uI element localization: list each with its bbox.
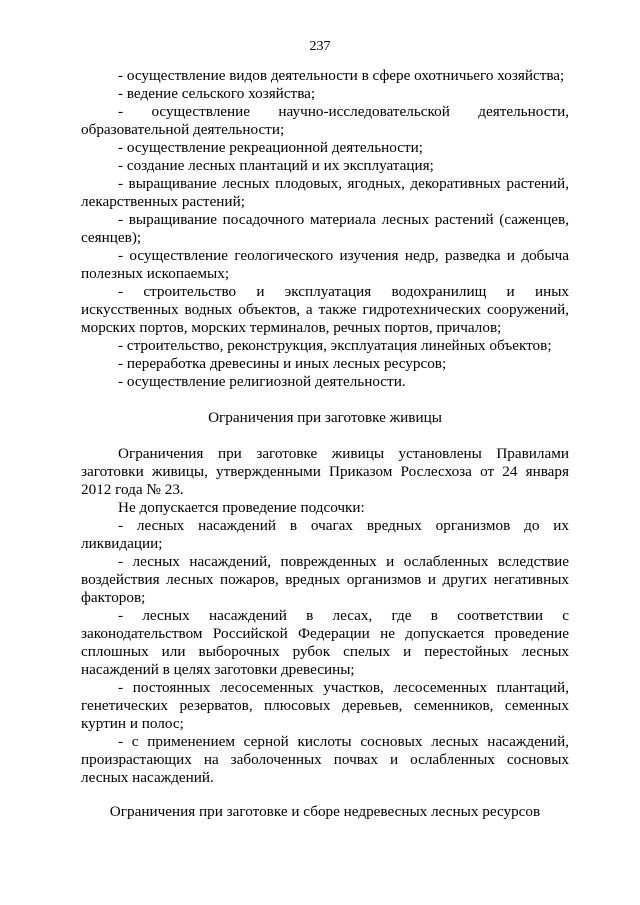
tapping-restrictions-list xyxy=(81,517,569,787)
section-heading: Ограничения при заготовке и сборе недревесных лесных ресурсов xyxy=(109,803,541,820)
list-item: - лесных насаждений в лесах, где в соответствии с законодательством Российской Федерации не допускается проведение сплошных или выборочных рубок спелых и перестойных лесных насаждений в целях заготовки древесины; xyxy=(81,607,569,678)
list-item: - лесных насаждений, поврежденных и ослабленных вследствие воздействия лесных пожаров, вредных организмов и других негативных факторов; xyxy=(81,553,569,606)
list-item: - осуществление научно-исследовательской деятельности, образовательной деятельности; xyxy=(81,103,569,138)
list-item: - лесных насаждений в очагах вредных организмов до их ликвидации; xyxy=(81,517,569,552)
list-item: - переработка древесины и иных лесных ресурсов; xyxy=(118,355,447,372)
list-item: - осуществление религиозной деятельности. xyxy=(118,373,406,390)
list-item: - строительство, реконструкция, эксплуатация линейных объектов; xyxy=(118,337,552,354)
activities-list xyxy=(81,67,569,391)
list-item: - строительство и эксплуатация водохранилищ и иных искусственных водных объектов, а также гидротехнических сооружений, морских портов, морских терминалов, речных портов, причалов; xyxy=(81,283,569,336)
list-item: - осуществление рекреационной деятельности; xyxy=(118,139,423,156)
list-item: - осуществление видов деятельности в сфере охотничьего хозяйства; xyxy=(118,67,565,84)
list-item: - ведение сельского хозяйства; xyxy=(118,85,316,102)
page-number: 237 xyxy=(309,39,331,54)
paragraph: Не допускается проведение подсочки: xyxy=(118,499,365,516)
section-heading: Ограничения при заготовке живицы xyxy=(208,409,442,426)
list-item: - выращивание лесных плодовых, ягодных, декоративных растений, лекарственных растений; xyxy=(81,175,569,210)
page-content xyxy=(81,67,569,821)
list-item: - осуществление геологического изучения недр, разведка и добыча полезных ископаемых; xyxy=(81,247,569,282)
paragraph: Ограничения при заготовке живицы установлены Правилами заготовки живицы, утвержденными Приказом Рослесхоза от 24 января 2012 года № 23. xyxy=(81,445,569,498)
list-item: - с применением серной кислоты сосновых лесных насаждений, произрастающих на заболоченных почвах и ослабленных сосновых лесных насаждений. xyxy=(81,733,569,786)
list-item: - постоянных лесосеменных участков, лесосеменных плантаций, генетических резерватов, плюсовых деревьев, семенников, семенных куртин и полос; xyxy=(81,679,569,732)
list-item: - выращивание посадочного материала лесных растений (саженцев, сеянцев); xyxy=(81,211,569,246)
list-item: - создание лесных плантаций и их эксплуатация; xyxy=(118,157,434,174)
